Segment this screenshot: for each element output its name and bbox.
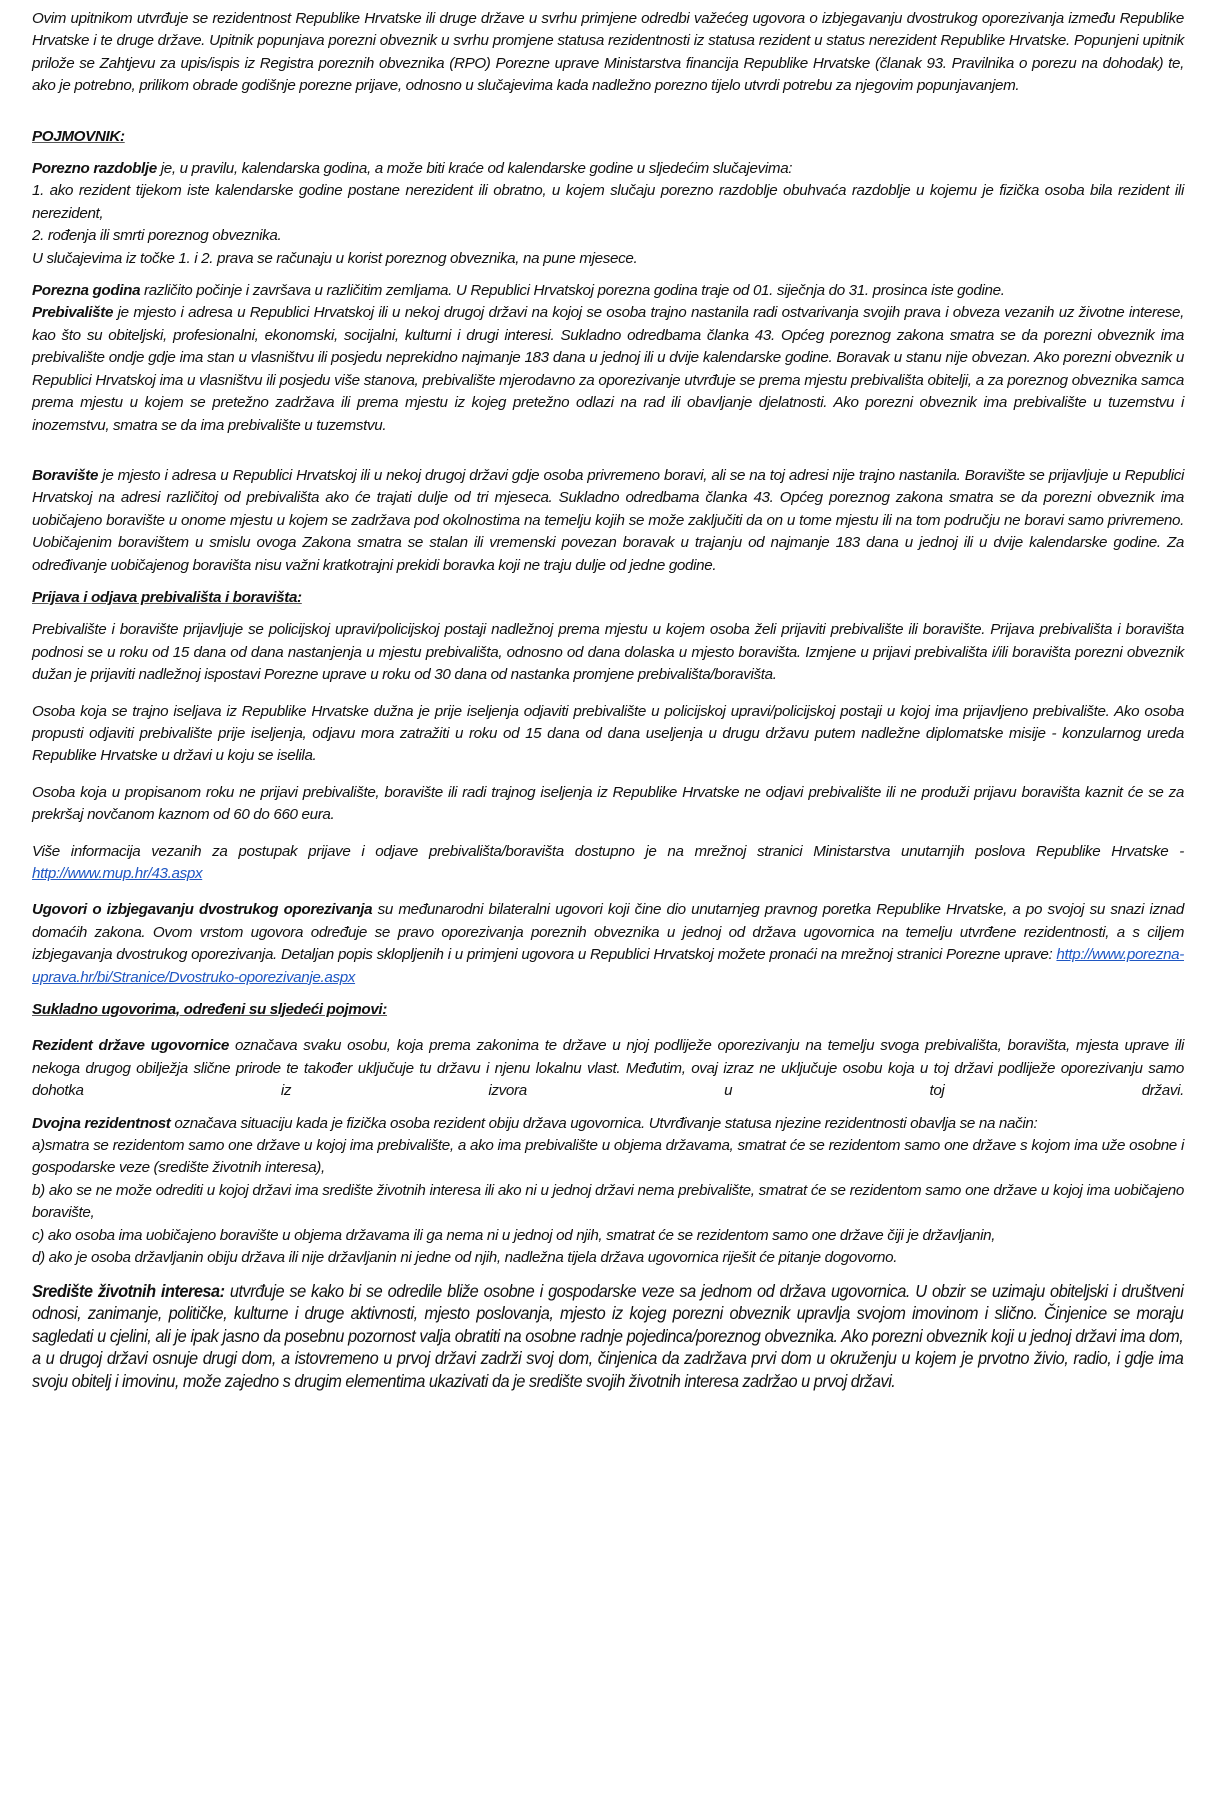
prijava-paragraph: Prebivalište i boravište prijavljuje se policijskoj upravi/policijskoj postaji nadležnoj prema mjestu u kojem osoba želi prijaviti prebivalište ili boravište. Prijava prebivališta i boravišta podnosi se u roku od 15 dana od dana nastanjenja u mjestu prebivališta, odnosno od dana dolaska u mjesto boravišta. Izmjene u prijavi prebivališta i/ili boravišta porezni obveznik dužan je prijaviti nadležnoj ispostavi Porezne uprave u roku od 30 dana od nastanka promjene prebivališta/boravišta. bbox=[32, 621, 1184, 684]
prebivaliste-definition: Prebivalište je mjesto i adresa u Republici Hrvatskoj ili u nekoj drugoj državi na kojoj se osoba trajno nastanila radi ostvarivanja svojih prava i obveza vezanih uz životne interese, kao što su obiteljski, profesionalni, ekonomski, socijalni, kulturni i drugi interesi. Sukladno odredbama članka 43. Općeg poreznog zakona smatra se da porezni obveznik ima prebivalište ondje gdje ima stan u vlasništvu ili posjedu neprekidno najmanje 183 dana u jednoj ili u dvije kalendarske godine. Boravak u stanu nije obvezan. Ako porezni obveznik u Republici Hrvatskoj ima u vlasništvu ili posjedu više stanova, prebivalište mjerodavno za oporezivanje utvrđuje se prema mjestu prebivališta obitelji, a za poreznog obveznika samca prema mjestu u kojem se pretežno zadržava ili prema mjestu iz kojeg pretežno odlazi na rad ili obavljanje djelatnosti. Ako porezni obveznik ima prebivalište u tuzemstvu i inozemstvu, smatra se da ima prebivalište u tuzemstvu. bbox=[32, 304, 1184, 434]
list-item: 2. rođenja ili smrti poreznog obveznika. bbox=[32, 227, 282, 245]
sukladno-heading-text: Sukladno ugovorima, određeni su sljedeći pojmovi: bbox=[32, 1001, 388, 1019]
odjava-paragraph: Osoba koja se trajno iseljava iz Republike Hrvatske dužna je prije iseljenja odjaviti prebivalište u policijskoj upravi/policijskoj postaji u kojoj ima prijavljeno prebivalište. Ako osoba propusti odjaviti prebivalište prije iseljenja, odjavu mora zatražiti u roku od 15 dana od dana useljenja u drugu državu putem nadležne diplomatske misije - konzularnog ureda Republike Hrvatske u državi u koju se iselila. bbox=[32, 702, 1184, 765]
boraviste-definition: Boravište je mjesto i adresa u Republici Hrvatskoj ili u nekoj drugoj državi gdje osoba privremeno boravi, ali se na toj adresi nije trajno nastanila. Boravište se prijavljuje u Republici Hrvatskoj na adresi različitoj od prebivališta ako će trajati dulje od tri mjeseca. Sukladno odredbama članka 43. Općeg poreznog zakona smatra se da porezni obveznik ima uobičajeno boravište u onome mjestu u kojem se zadržava pod okolnostima na temelju kojih se može zaključiti da on u tome mjestu ili na tom području ne boravi samo privremeno. Uobičajenim boravištem u smislu ovoga Zakona smatra se stalan ili vremenski povezan boravak u trajanju od najmanje 183 dana u jednoj ili u dvije kalendarske godine. Za određivanje uobičajenog boravišta nisu važni kratkotrajni prekidi boravka koji ne traju dulje od jedne godine. bbox=[32, 466, 1184, 574]
sukladno-heading bbox=[32, 999, 1184, 1021]
glossary-heading-text: POJMOVNIK: bbox=[32, 127, 125, 145]
ugovori-definition: Ugovori o izbjegavanju dvostrukog oporezivanja su međunarodni bilateralni ugovori koji čine dio unutarnjeg pravnog poretka Republike Hrvatske, a po svojoj su snazi iznad domaćih zakona. Ovom vrstom ugovora određuje se pravo oporezivanja poreznih obveznika u jednoj od država ugovornica na temelju utvrđene rezidentnosti, a s ciljem izbjegavanja dvostrukog oporezivanja. Detaljan popis sklopljenih i u primjeni ugovora u Republici Hrvatskoj možete pronaći na mrežnoj stranici Porezne uprave: http://www.porezna-uprava.hr/bi/Stranice/Dvostruko-oporezivanje.aspx bbox=[32, 901, 1184, 986]
list-item: b) ako se ne može odrediti u kojoj državi ima središte životnih interesa ili ako ni u jednoj državi nema prebivalište, smatrat će se rezidentom samo one države u kojoj ima uobičajeno boravište, bbox=[32, 1181, 1184, 1222]
prijava-heading-text: Prijava i odjava prebivališta i boravišta: bbox=[32, 588, 302, 606]
vise-info-paragraph: Više informacija vezanih za postupak prijave i odjave prebivališta/boravišta dostupno je na mrežnoj stranici Ministarstva unutarnjih poslova Republike Hrvatske - http://www.mup.hr/43.aspx bbox=[32, 842, 1184, 882]
term-prebivaliste: Prebivalište bbox=[32, 304, 114, 322]
term-porezno-razdoblje: Porezno razdoblje bbox=[32, 160, 157, 178]
term-rezident: Rezident države ugovornice bbox=[32, 1037, 229, 1055]
dvojna-definition: Dvojna rezidentnost označava situaciju kada je fizička osoba rezident obiju država ugovornica. Utvrđivanje statusa njezine rezidentnosti obavlja se na način: bbox=[32, 1114, 1038, 1132]
term-srediste: Središte životnih interesa: bbox=[32, 1280, 225, 1301]
prijava-heading bbox=[32, 587, 1184, 609]
list-item: a)smatra se rezidentom samo one države u kojoj ima prebivalište, a ako ima prebivalište u objema državama, smatrat će se rezidentom samo one države s kojom ima uže osobne i gospodarske veze (središte životnih interesa), bbox=[32, 1137, 1184, 1177]
document-page bbox=[32, 8, 1184, 1392]
porezna-godina-definition: Porezna godina različito počinje i završava u različitim zemljama. U Republici Hrvatskoj porezna godina traje od 01. siječnja do 31. prosinca iste godine. bbox=[32, 282, 1005, 300]
term-porezna-godina: Porezna godina bbox=[32, 282, 141, 300]
glossary-heading bbox=[32, 126, 1184, 148]
kazna-paragraph: Osoba koja u propisanom roku ne prijavi prebivalište, boravište ili radi trajnog iseljenja iz Republike Hrvatske ne odjavi prebivalište ili ne produži prijavu boravišta kaznit će se za prekršaj novčanom kaznom od 60 do 660 eura. bbox=[32, 783, 1184, 824]
porezna-uprava-link[interactable]: http://www.porezna-uprava.hr/bi/Stranice/Dvostruko-oporezivanje.aspx bbox=[32, 946, 1184, 986]
list-item: d) ako je osoba državljanin obiju država ili nije državljanin ni jedne od njih, nadležna tijela država ugovornica riješit će pitanje dogovorno. bbox=[32, 1249, 898, 1267]
porezno-razdoblje-definition: Porezno razdoblje je, u pravilu, kalendarska godina, a može biti kraće od kalendarske godine u sljedećim slučajevima: bbox=[32, 160, 793, 178]
list-item: c) ako osoba ima uobičajeno boravište u objema državama ili ga nema ni u jednoj od njih, smatrat će se rezidentom samo one države čiji je državljanin, bbox=[32, 1226, 996, 1244]
term-ugovori: Ugovori o izbjegavanju dvostrukog oporezivanja bbox=[32, 901, 373, 919]
intro-paragraph: Ovim upitnikom utvrđuje se rezidentnost Republike Hrvatske ili druge države u svrhu primjene odredbi važećeg ugovora o izbjegavanju dvostrukog oporezivanja između Republike Hrvatske i te druge države. Upitnik popunjava porezni obveznik u svrhu promjene statusa rezidentnosti iz statusa rezident u status nerezident Republike Hrvatske. Popunjeni upitnik prilože se Zahtjevu za upis/ispis iz Registra poreznih obveznika (RPO) Porezne uprave Ministarstva financija Republike Hrvatske (članak 93. Pravilnika o porezu na dohodak) te, ako je potrebno, prilikom obrade godišnje porezne prijave, odnosno u slučajevima kada nadležno porezno tijelo utvrdi potrebu za njegovim popunjavanjem. bbox=[32, 10, 1184, 95]
rezident-definition: Rezident države ugovornice označava svaku osobu, koja prema zakonima te države u njoj podliježe oporezivanju na temelju svoga prebivališta, boravišta, mjesta uprave ili nekoga drugog obilježja slične prirode te također uključuje tu državu i njenu lokalnu vlast. Međutim, ovaj izraz ne uključuje osobu koja u toj državi podliježe oporezivanju samo dohotka iz izvora u toj državi. bbox=[32, 1037, 1185, 1100]
list-item: 1. ako rezident tijekom iste kalendarske godine postane nerezident ili obratno, u kojem slučaju porezno razdoblje obuhvaća razdoblje u kojemu je fizička osoba bila rezident ili nerezident, bbox=[32, 182, 1184, 222]
srediste-definition: Središte životnih interesa: utvrđuje se kako bi se odredile bliže osobne i gospodarske veze sa jednom od država ugovornica. U obzir se uzimaju obiteljski i društveni odnosi, zanimanje, političke, kulturne i druge aktivnosti, mjesto poslovanja, mjesto iz kojeg porezni obveznik upravlja svojom imovinom i slično. Činjenice se moraju sagledati u cjelini, ali je ipak jasno da posebnu pozornost valja obratiti na osobne radnje pojedinca/poreznog obveznika. Ako porezni obveznik koji u jednoj državi ima dom, a u drugoj državi osnuje drugi dom, a istovremeno u prvoj državi zadrži svoj dom, činjenica da zadržava prvi dom u okruženju u kojem je prvotno živio, radio, i gdje ima svoju obitelj i imovinu, može zajedno s drugim elementima ukazivati da je središte svojih životnih interesa zadržao u prvoj državi. bbox=[32, 1280, 1184, 1391]
porezno-razdoblje-note: U slučajevima iz točke 1. i 2. prava se računaju u korist poreznog obveznika, na pune mjesece. bbox=[32, 249, 638, 267]
term-dvojna-rezidentnost: Dvojna rezidentnost bbox=[32, 1114, 171, 1132]
mup-link[interactable]: http://www.mup.hr/43.aspx bbox=[32, 865, 203, 882]
term-boraviste: Boravište bbox=[32, 466, 99, 484]
